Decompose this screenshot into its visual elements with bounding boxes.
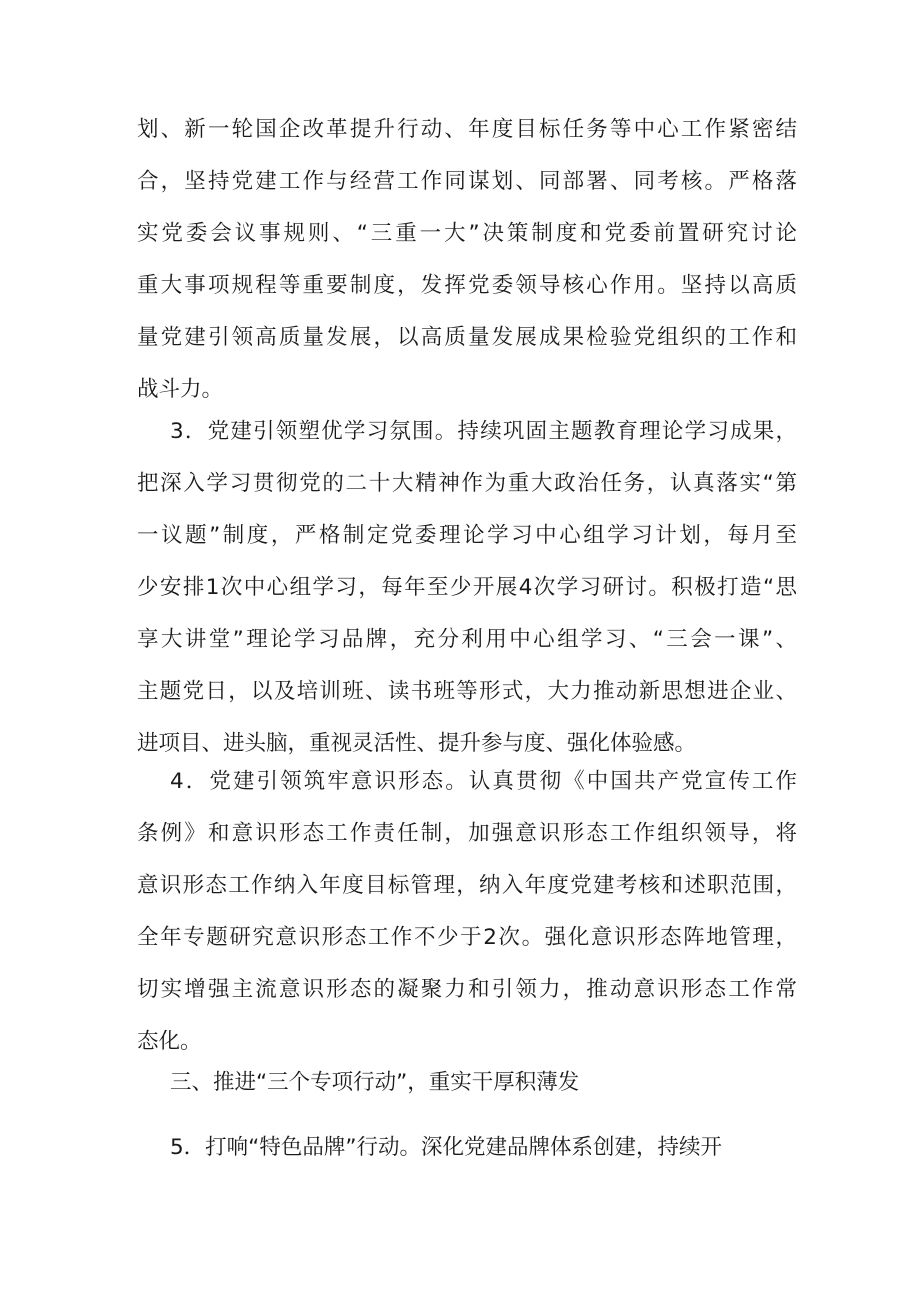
paragraph-item-5 [137, 1122, 797, 1174]
text-line: 条例》和意识形态工作责任制，加强意识形态工作组织领导，将 [137, 821, 797, 846]
text-line: 进项目、进头脑，重视灵活性、提升参与度、强化体验感。 [137, 731, 697, 756]
text-line: 战斗力。 [137, 377, 224, 402]
text-line: 一议题”制度，严格制定党委理论学习中心组学习计划，每月至 [137, 523, 797, 548]
text-line: 态化。 [137, 1029, 202, 1054]
text-line: 重大事项规程等重要制度，发挥党委领导核心作用。坚持以高质 [137, 273, 797, 298]
text-line: 5．打响“特色品牌”行动。深化党建品牌体系创建，持续开 [170, 1135, 722, 1160]
text-line: 实党委会议事规则、“三重一大”决策制度和党委前置研究讨论 [137, 221, 797, 246]
text-line: 3．党建引领塑优学习氛围。持续巩固主题教育理论学习成果， [170, 419, 797, 444]
section-heading-text: 三、推进“三个专项行动”，重实干厚积薄发 [170, 1070, 580, 1095]
text-line: 切实增强主流意识形态的凝聚力和引领力，推动意识形态工作常 [137, 977, 797, 1002]
text-line: 少安排1次中心组学习，每年至少开展4次学习研讨。积极打造“思 [137, 575, 797, 600]
text-line: 划、新一轮国企改革提升行动、年度目标任务等中心工作紧密结 [137, 117, 797, 142]
text-line: 享大讲堂”理论学习品牌，充分利用中心组学习、“三会一课”、 [137, 627, 797, 652]
text-line: 主题党日，以及培训班、读书班等形式，大力推动新思想进企业、 [137, 679, 797, 704]
paragraph-continuation [137, 104, 797, 416]
paragraph-item-4 [137, 756, 797, 1068]
text-line: 合，坚持党建工作与经营工作同谋划、同部署、同考核。严格落 [137, 169, 797, 194]
text-line: 意识形态工作纳入年度目标管理，纳入年度党建考核和述职范围， [137, 873, 797, 898]
text-line: 量党建引领高质量发展，以高质量发展成果检验党组织的工作和 [137, 325, 797, 350]
section-heading-3 [137, 1057, 797, 1109]
text-line: 全年专题研究意识形态工作不少于2次。强化意识形态阵地管理， [137, 925, 797, 950]
text-line: 4．党建引领筑牢意识形态。认真贯彻《中国共产党宣传工作 [170, 769, 797, 794]
text-line: 把深入学习贯彻党的二十大精神作为重大政治任务，认真落实“第 [137, 471, 797, 496]
paragraph-item-3 [137, 406, 797, 770]
